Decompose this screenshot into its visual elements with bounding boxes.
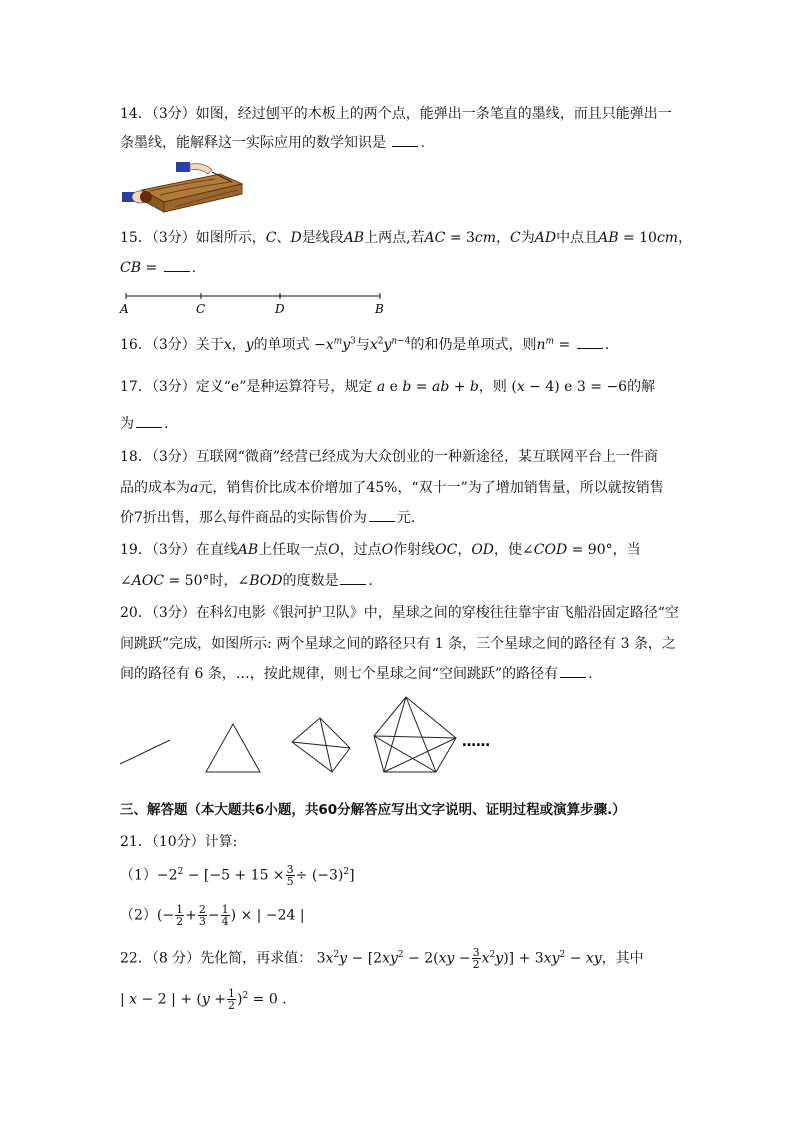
answer-blank [369, 509, 395, 522]
q14-line2: 条墨线，能解释这一实际应用的数学知识是 . [120, 135, 425, 151]
answer-blank [577, 336, 603, 349]
q17-line1: 17．（3分）定义“e”是种运算符号，规定 a e b = ab + b，则 (x − 4) e 3 = −6的解 [120, 379, 656, 395]
q19-line1: 19．（3分）在直线AB上任取一点O，过点O作射线OC，OD，使∠COD = 90°，当 [120, 542, 641, 558]
q18-line3: 价7折出售，那么每件商品的实际售价为 元. [120, 510, 416, 526]
q14-line1: 14．（3分）如图，经过刨平的木板上的两个点，能弹出一条笔直的墨线，而且只能弹出一 [120, 106, 672, 122]
q21-part1: $(1)-2^2 - [-5 + 15$ × $\frac{3}{5}$ ÷ $(-3)^2$] [120, 863, 355, 888]
q17-line2: 为 . [120, 416, 169, 432]
section-heading: 三、解答题（本大题共6小题，共60分解答应写出文字说明、证明过程或演算步骤.） [120, 802, 626, 818]
q21-part2: （2）(− $\frac{1}{2}$ + $\frac{2}{3}$ − $\frac{1}{4}$ ) × | −24 | [120, 903, 305, 928]
q20-line3: 间的路径有 6 条，…，按此规律，则七个星球之间“空间跳跃”的路径有 . [120, 666, 593, 682]
point-label-c: C [196, 302, 206, 316]
q21-title: 21．（10分）计算: [120, 834, 238, 850]
answer-blank [340, 572, 366, 585]
answer-blank [136, 415, 162, 428]
q15-line1: 15．（3分）如图所示，C、D是线段AB上两点,若AC = 3cm，C为AD中点且AB = 10cm， [120, 230, 693, 246]
point-label-b: B [375, 302, 384, 316]
wooden-board-figure [120, 160, 250, 215]
q20-line2: 间跳跃”完成，如图所示: 两个星球之间的路径只有 1 条，三个星球之间的路径有 3 条，之 [120, 636, 676, 652]
answer-blank [164, 259, 190, 272]
q16-line: 16．（3分）关于x，y的单项式 $-x^my^3$与$x^2y^{n-4}$的和仍是单项式，则$n^m$ = . [120, 336, 610, 353]
complete-graphs-figure [118, 692, 498, 782]
q18-line1: 18．（3分）互联网“微商”经营已经成为大众创业的一种新途径，某互联网平台上一件商 [120, 449, 659, 465]
answer-blank [392, 134, 418, 147]
q22-line2: | x − 2 | + (y + $\frac{1}{2}$ )$^2$ = 0 . [120, 987, 287, 1012]
point-label-d: D [275, 302, 285, 316]
segment-figure [118, 288, 398, 318]
q15-line2: CB = . [120, 260, 197, 276]
q18-line2: 品的成本为a元，销售价比成本价增加了45%，“双十一”为了增加销售量，所以就按销售 [120, 480, 664, 496]
continuation-dots: …… [462, 734, 490, 750]
q22-line1: 22．（8 分）先化简，再求值： $3x^2y - [2xy^2 - 2(xy$ − $\frac{3}{2}$ $x^2y)] + 3xy^2$ − xy，其中 [120, 946, 644, 971]
q20-line1: 20．（3分）在科幻电影《银河护卫队》中，星球之间的穿梭往往靠宇宙飞船沿固定路径“空 [120, 605, 679, 621]
answer-blank [560, 665, 586, 678]
q19-line2: ∠AOC = 50°时，∠BOD的度数是 . [120, 573, 373, 589]
point-label-a: A [120, 302, 129, 316]
